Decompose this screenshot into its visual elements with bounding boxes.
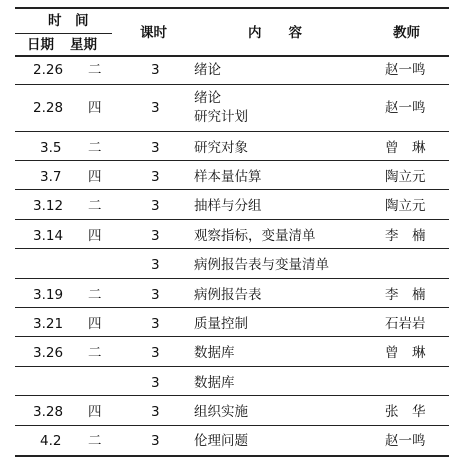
row-hours: 3 [151,287,160,303]
row-hours: 3 [151,140,160,156]
row-teacher: 赵一鸣 [385,100,426,116]
row-date: 3.12 [33,198,64,214]
row-hours: 3 [151,169,160,185]
row-hours: 3 [151,316,160,332]
row-content: 绪论 [194,62,221,78]
row-content: 病例报告表与变量清单 [194,257,329,273]
row-content: 样本量估算 [194,169,262,185]
row-content-line2: 研究计划 [194,109,248,125]
row-hours: 3 [151,257,160,273]
row-weekday: 四 [88,228,102,244]
row-date: 3.7 [40,169,62,185]
header-hours: 课时 [140,25,167,41]
row-rule [15,189,449,190]
header-teacher: 教师 [393,25,420,41]
row-date: 3.19 [33,287,64,303]
row-hours: 3 [151,62,160,78]
row-date: 3.26 [33,345,64,361]
row-content: 数据库 [194,345,235,361]
row-content: 组织实施 [194,404,248,420]
row-content: 质量控制 [194,316,248,332]
row-content: 数据库 [194,375,235,391]
header-content: 内 容 [248,25,302,41]
row-weekday: 四 [88,404,102,420]
table-top-rule [15,7,449,9]
row-weekday: 四 [88,316,102,332]
row-teacher: 陶立元 [385,169,426,185]
row-rule [15,84,449,85]
row-teacher: 赵一鸣 [385,433,426,449]
row-weekday: 二 [88,198,102,214]
row-rule [15,425,449,426]
row-rule [15,219,449,220]
header-time: 时 间 [48,13,89,29]
row-hours: 3 [151,433,160,449]
row-date: 2.26 [33,62,64,78]
row-hours: 3 [151,100,160,116]
row-date: 2.28 [33,100,64,116]
row-hours: 3 [151,198,160,214]
row-weekday: 四 [88,169,102,185]
row-content: 病例报告表 [194,287,262,303]
row-content: 研究对象 [194,140,248,156]
row-teacher: 张 华 [385,404,426,420]
row-weekday: 二 [88,62,102,78]
row-date: 3.21 [33,316,64,332]
row-teacher: 陶立元 [385,198,426,214]
row-content: 观察指标，变量清单 [194,228,316,244]
row-teacher: 曾 琳 [385,140,426,156]
row-rule [15,395,449,396]
row-teacher: 李 楠 [385,287,426,303]
row-content: 绪论 [194,90,221,106]
table-bottom-rule [15,455,449,457]
row-hours: 3 [151,345,160,361]
header-date: 日期 [27,37,54,53]
row-date: 3.5 [40,140,62,156]
row-rule [15,366,449,367]
row-content: 伦理问题 [194,433,248,449]
row-date: 3.14 [33,228,64,244]
header-sub-rule [15,33,112,34]
header-bottom-rule [15,55,449,57]
row-weekday: 四 [88,100,102,116]
row-weekday: 二 [88,345,102,361]
row-teacher: 李 楠 [385,228,426,244]
row-weekday: 二 [88,433,102,449]
row-hours: 3 [151,228,160,244]
row-rule [15,248,449,249]
row-weekday: 二 [88,140,102,156]
row-weekday: 二 [88,287,102,303]
row-rule [15,131,449,132]
row-date: 4.2 [40,433,62,449]
row-teacher: 石岩岩 [385,316,426,332]
row-rule [15,278,449,279]
row-hours: 3 [151,375,160,391]
row-hours: 3 [151,404,160,420]
row-rule [15,160,449,161]
row-teacher: 赵一鸣 [385,62,426,78]
row-content: 抽样与分组 [194,198,262,214]
row-teacher: 曾 琳 [385,345,426,361]
row-rule [15,336,449,337]
header-weekday: 星期 [70,37,97,53]
row-date: 3.28 [33,404,64,420]
row-rule [15,307,449,308]
